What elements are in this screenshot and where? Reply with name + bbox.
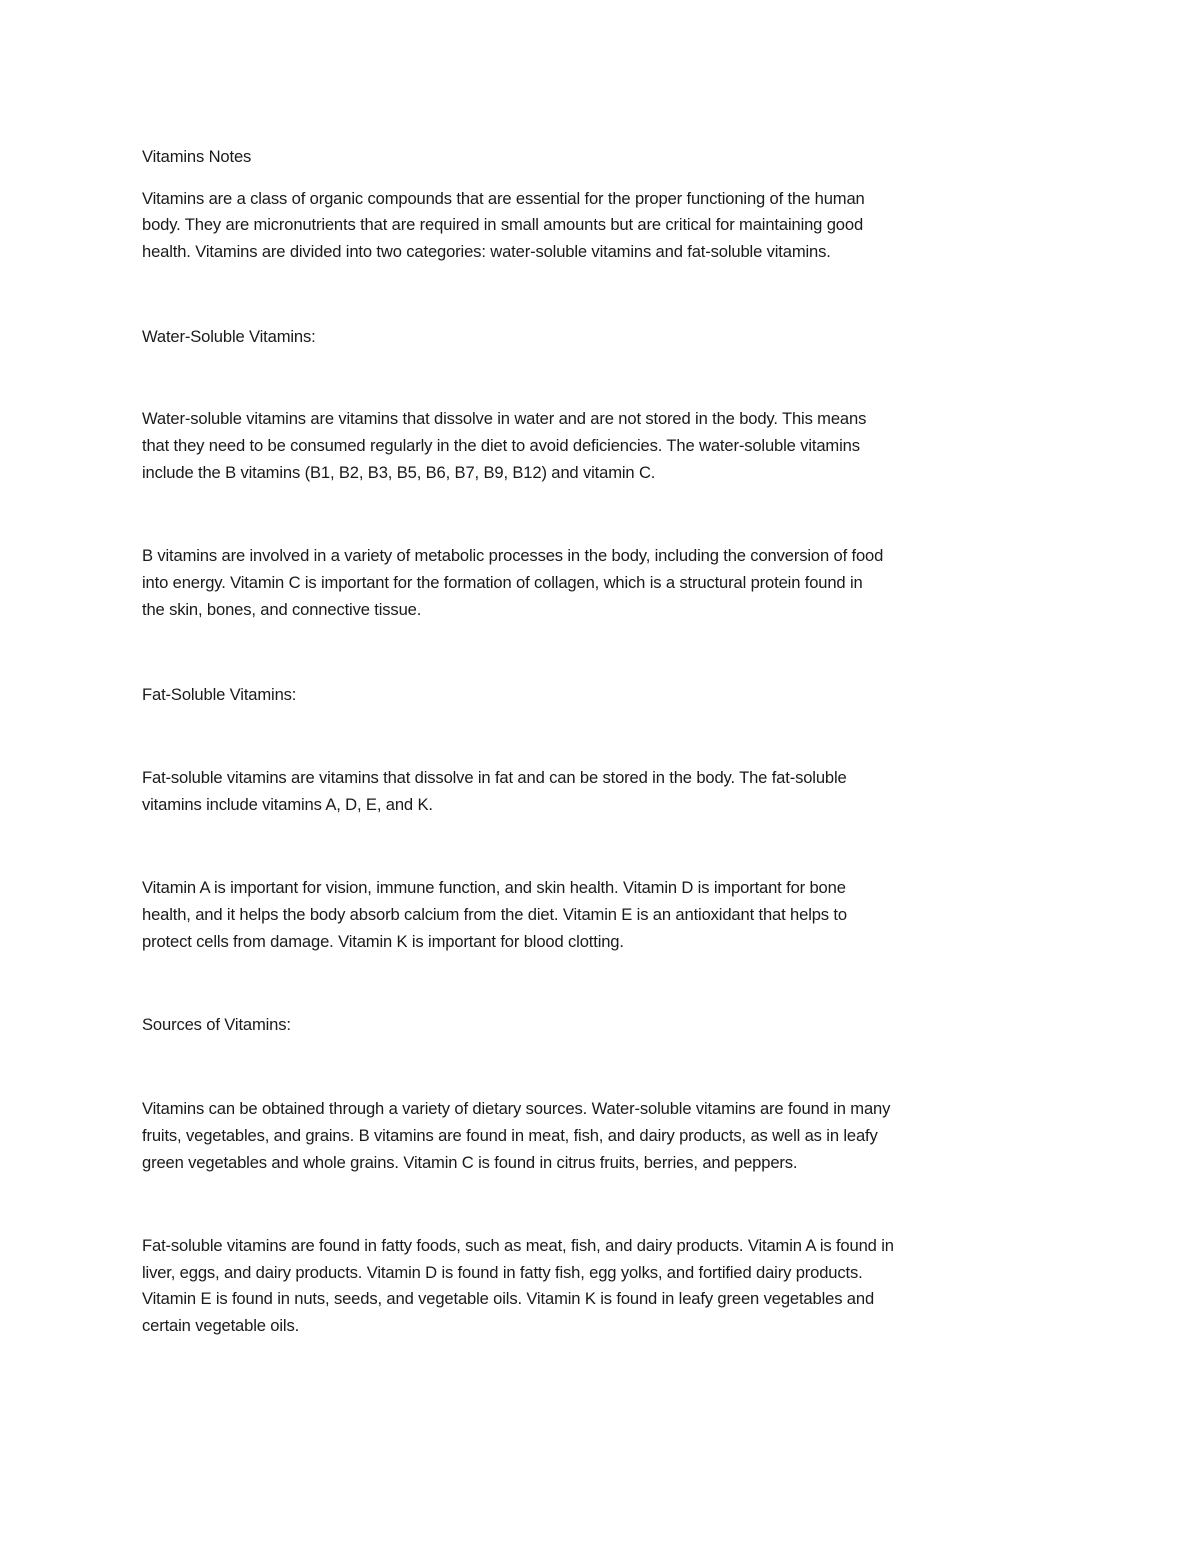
- paragraph-line: health. Vitamins are divided into two categories: water-soluble vitamins and fat-soluble vitamins.: [142, 242, 831, 261]
- paragraph-line: liver, eggs, and dairy products. Vitamin D is found in fatty fish, egg yolks, and fortified dairy products.: [142, 1263, 863, 1282]
- paragraph-line: Vitamin E is found in nuts, seeds, and vegetable oils. Vitamin K is found in leafy green vegetables and: [142, 1289, 875, 1308]
- paragraph-line: vitamins include vitamins A, D, E, and K.: [142, 795, 433, 814]
- paragraph-line: certain vegetable oils.: [142, 1316, 300, 1335]
- paragraph-line: B vitamins are involved in a variety of metabolic processes in the body, including the conversion of food: [142, 546, 884, 565]
- section-heading-water-soluble: Water-Soluble Vitamins:: [142, 327, 316, 346]
- paragraph-line: that they need to be consumed regularly in the diet to avoid deficiencies. The water-soluble vitamins: [142, 436, 860, 455]
- section-heading-fat-soluble: Fat-Soluble Vitamins:: [142, 685, 297, 704]
- paragraph-line: health, and it helps the body absorb calcium from the diet. Vitamin E is an antioxidant that helps to: [142, 905, 847, 924]
- paragraph-line: include the B vitamins (B1, B2, B3, B5, B6, B7, B9, B12) and vitamin C.: [142, 463, 656, 482]
- paragraph-line: fruits, vegetables, and grains. B vitamins are found in meat, fish, and dairy products, as well as in leafy: [142, 1126, 878, 1145]
- paragraph-line: green vegetables and whole grains. Vitamin C is found in citrus fruits, berries, and peppers.: [142, 1153, 798, 1172]
- paragraph-line: into energy. Vitamin C is important for the formation of collagen, which is a structural protein found in: [142, 573, 863, 592]
- paragraph-line: protect cells from damage. Vitamin K is important for blood clotting.: [142, 932, 624, 951]
- paragraph-line: Vitamins are a class of organic compounds that are essential for the proper functioning of the human: [142, 189, 865, 208]
- paragraph-line: Vitamins can be obtained through a variety of dietary sources. Water-soluble vitamins are found in many: [142, 1099, 891, 1118]
- paragraph-line: Fat-soluble vitamins are found in fatty foods, such as meat, fish, and dairy products. Vitamin A is found in: [142, 1236, 894, 1255]
- paragraph-line: Vitamin A is important for vision, immune function, and skin health. Vitamin D is important for bone: [142, 878, 846, 897]
- paragraph-line: the skin, bones, and connective tissue.: [142, 600, 422, 619]
- paragraph-line: Water-soluble vitamins are vitamins that dissolve in water and are not stored in the body. This means: [142, 409, 867, 428]
- document-title: Vitamins Notes: [142, 147, 252, 166]
- paragraph-line: body. They are micronutrients that are required in small amounts but are critical for maintaining good: [142, 215, 864, 234]
- section-heading-sources: Sources of Vitamins:: [142, 1015, 291, 1034]
- paragraph-line: Fat-soluble vitamins are vitamins that dissolve in fat and can be stored in the body. The fat-soluble: [142, 768, 847, 787]
